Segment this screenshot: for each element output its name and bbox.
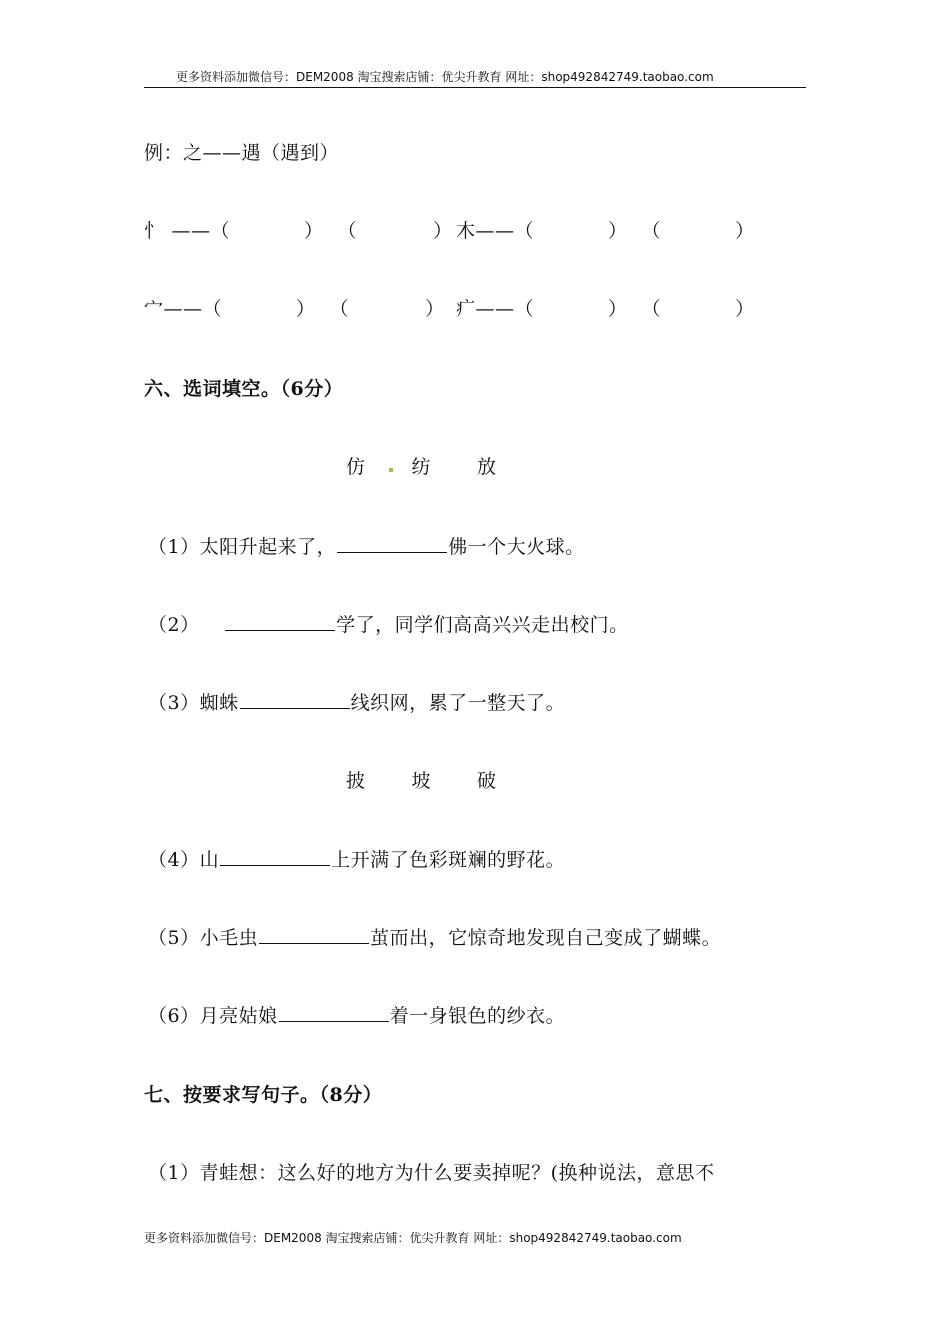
question-text: （4）山	[148, 849, 220, 871]
paren-open: （	[337, 220, 358, 242]
question-text: （2）	[148, 614, 207, 636]
radical: 宀	[144, 298, 164, 320]
question-2	[148, 610, 629, 637]
question-5	[148, 923, 721, 950]
paren-open: （	[514, 298, 535, 320]
paren-open: （	[202, 298, 223, 320]
question-text: 线织网，累了一整天了。	[350, 692, 566, 714]
paren-close: ）	[735, 220, 755, 242]
example-line: 例：之——遇（遇到）	[144, 142, 340, 164]
answer-blank[interactable]	[259, 925, 369, 944]
section-7-question-1: （1）青蛙想：这么好的地方为什么要卖掉呢？(换种说法，意思不	[148, 1162, 715, 1184]
radical: 忄	[144, 220, 164, 242]
question-3	[148, 688, 565, 715]
dash: ——	[475, 298, 515, 320]
question-text: 上开满了色彩斑斓的野花。	[331, 849, 566, 871]
radical-row-2	[456, 216, 755, 243]
answer-blank[interactable]	[225, 612, 335, 631]
question-1	[148, 532, 585, 559]
radical-row-3	[144, 294, 445, 321]
word-option: 纺	[411, 456, 432, 478]
paren-close: ）	[433, 220, 453, 242]
page-footer: 更多资料添加微信号：DEM2008 淘宝搜索店铺：优尖升教育 网址：shop492842749.taobao.com	[144, 1231, 682, 1245]
word-option: 坡	[411, 770, 432, 792]
dash: ——	[163, 298, 203, 320]
question-text: （6）月亮姑娘	[148, 1005, 278, 1027]
radical-row-1	[144, 216, 453, 243]
answer-blank[interactable]	[279, 1003, 389, 1022]
question-text: （1）太阳升起来了，	[148, 536, 337, 558]
answer-blank[interactable]	[220, 847, 330, 866]
paren-close: ）	[735, 298, 755, 320]
question-text: 着一身银色的纱衣。	[389, 1005, 566, 1027]
question-4	[148, 845, 565, 872]
question-text: （5）小毛虫	[148, 927, 259, 949]
paren-close: ）	[296, 298, 316, 320]
word-choice-1	[346, 452, 497, 479]
word-choice-2	[346, 766, 497, 793]
word-option: 破	[477, 770, 497, 792]
question-text: 茧而出，它惊奇地发现自己变成了蝴蝶。	[370, 927, 722, 949]
section-7-title: 七、按要求写句子。（8分）	[144, 1084, 383, 1106]
word-option: 放	[477, 456, 497, 478]
green-dot	[389, 468, 393, 472]
question-6	[148, 1001, 565, 1028]
answer-blank[interactable]	[337, 534, 447, 553]
word-option: 披	[346, 770, 366, 792]
radical: 疒	[456, 298, 476, 320]
paren-open: （	[641, 298, 662, 320]
dash: ——	[171, 220, 211, 242]
dash: ——	[475, 220, 515, 242]
paren-close: ）	[608, 298, 628, 320]
radical-row-4	[456, 294, 755, 321]
answer-blank[interactable]	[240, 690, 350, 709]
paren-close: ）	[425, 298, 445, 320]
paren-open: （	[210, 220, 231, 242]
question-text: 学了，同学们高高兴兴走出校门。	[336, 614, 629, 636]
paren-open: （	[641, 220, 662, 242]
question-text: 佛一个大火球。	[448, 536, 585, 558]
paren-open: （	[329, 298, 350, 320]
paren-open: （	[514, 220, 535, 242]
question-text: （3）蜘蛛	[148, 692, 239, 714]
word-option: 仿	[346, 456, 366, 478]
page-header: 更多资料添加微信号：DEM2008 淘宝搜索店铺：优尖升教育 网址：shop492842749.taobao.com	[176, 70, 714, 84]
paren-close: ）	[304, 220, 324, 242]
header-rule	[144, 87, 806, 88]
section-6-title: 六、选词填空。（6分）	[144, 378, 344, 400]
paren-close: ）	[608, 220, 628, 242]
radical: 木	[456, 220, 476, 242]
